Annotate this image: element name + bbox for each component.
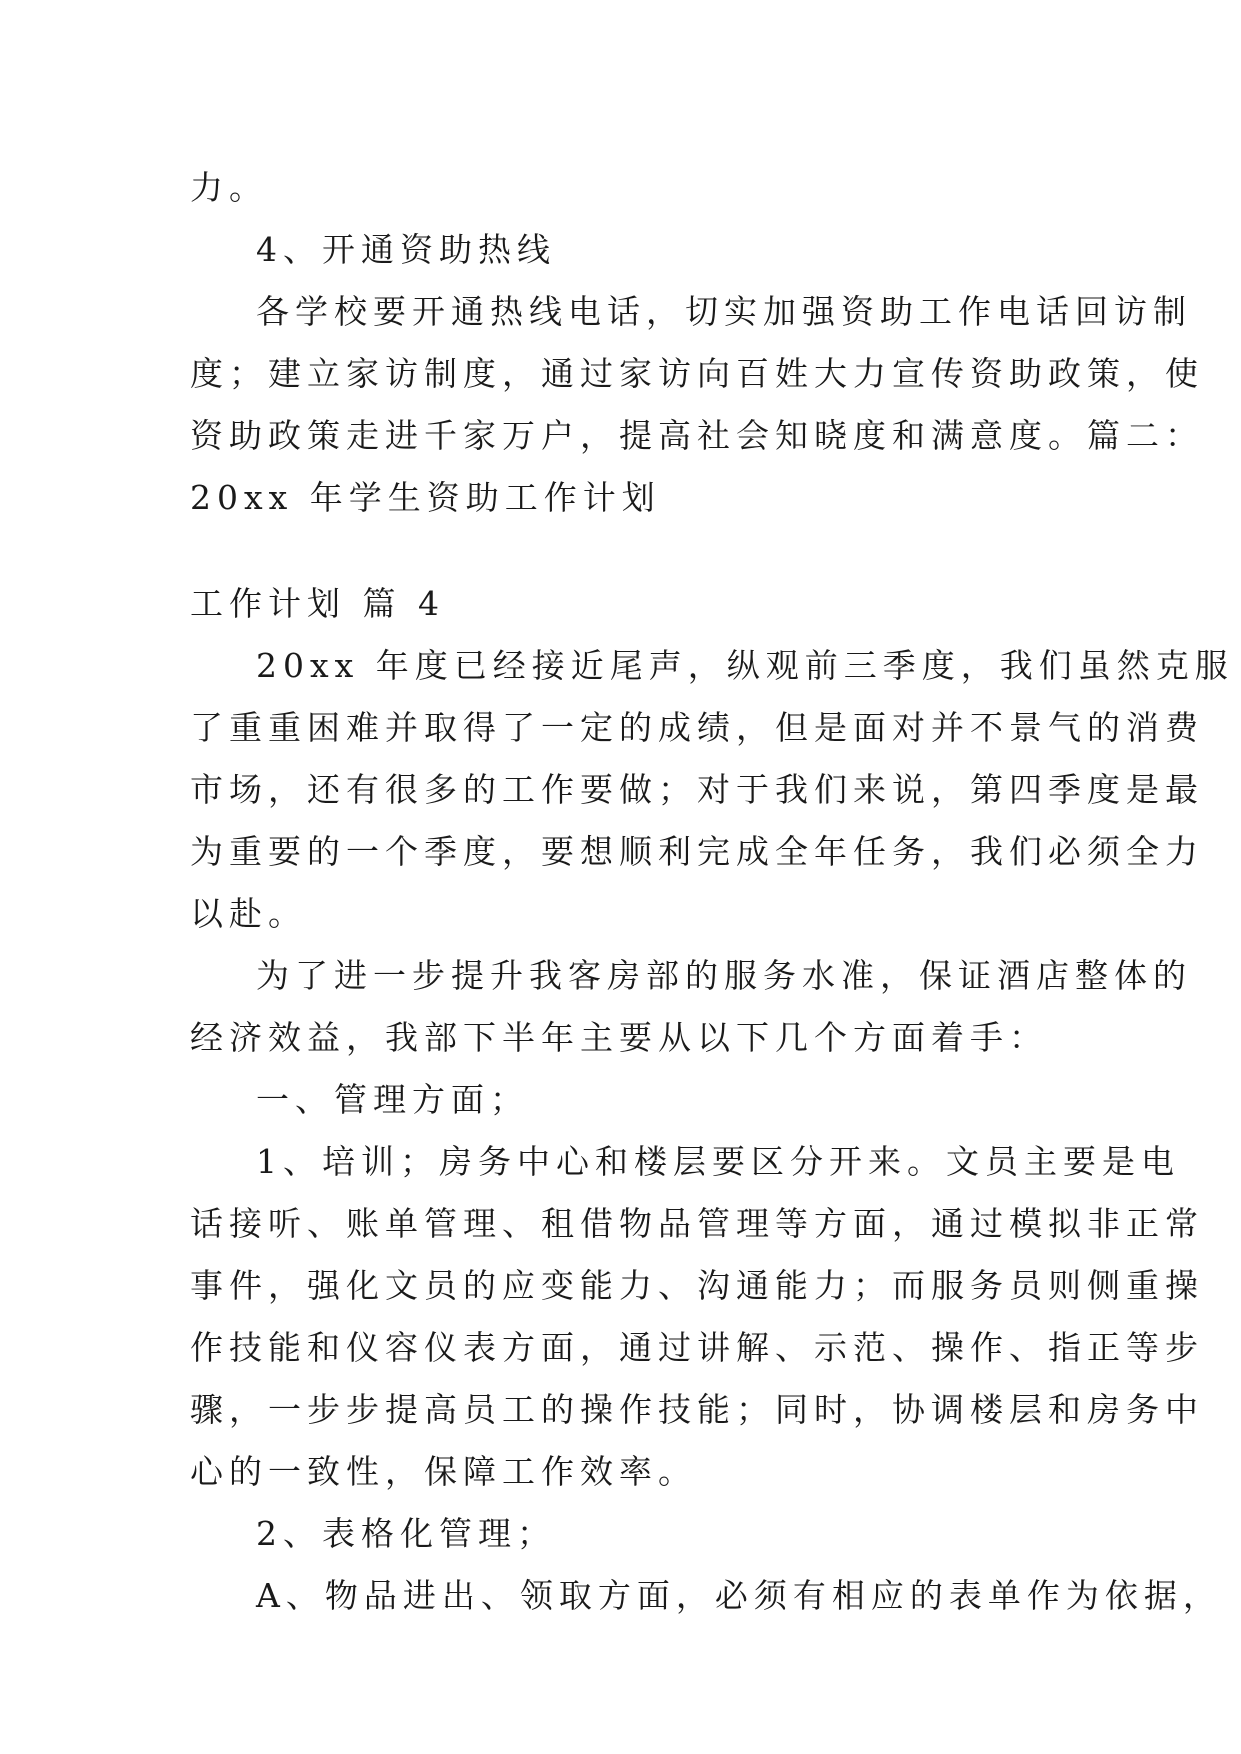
paragraph-line: 20xx 年度已经接近尾声，纵观前三季度，我们虽然克服 — [256, 646, 1234, 685]
paragraph-line: 各学校要开通热线电话，切实加强资助工作电话回访制 — [256, 292, 1192, 331]
paragraph-line: 市场，还有很多的工作要做；对于我们来说，第四季度是最 — [190, 770, 1204, 809]
paragraph-line: 骤，一步步提高员工的操作技能；同时，协调楼层和房务中 — [190, 1390, 1204, 1429]
paragraph-line: 话接听、账单管理、租借物品管理等方面，通过模拟非正常 — [190, 1204, 1204, 1243]
paragraph-line: A、物品进出、领取方面，必须有相应的表单作为依据， — [256, 1576, 1222, 1615]
paragraph-line: 作技能和仪容仪表方面，通过讲解、示范、操作、指正等步 — [190, 1328, 1204, 1367]
paragraph-line: 20xx 年学生资助工作计划 — [190, 478, 661, 517]
paragraph-line: 经济效益，我部下半年主要从以下几个方面着手： — [190, 1018, 1048, 1057]
paragraph-line: 以赴。 — [190, 894, 307, 933]
paragraph-line: 1、培训；房务中心和楼层要区分开来。文员主要是电 — [256, 1142, 1180, 1181]
section-heading: 工作计划 篇 4 — [190, 584, 445, 623]
paragraph-line: 资助政策走进千家万户，提高社会知晓度和满意度。篇二： — [190, 416, 1204, 455]
paragraph-line: 一、管理方面； — [256, 1080, 529, 1119]
paragraph-line: 了重重困难并取得了一定的成绩，但是面对并不景气的消费 — [190, 708, 1204, 747]
paragraph-line: 为了进一步提升我客房部的服务水准，保证酒店整体的 — [256, 956, 1192, 995]
paragraph-line: 事件，强化文员的应变能力、沟通能力；而服务员则侧重操 — [190, 1266, 1204, 1305]
paragraph-line: 4、开通资助热线 — [256, 230, 556, 269]
paragraph-line: 度；建立家访制度，通过家访向百姓大力宣传资助政策，使 — [190, 354, 1204, 393]
paragraph-line: 心的一致性，保障工作效率。 — [190, 1452, 697, 1491]
paragraph-line: 2、表格化管理； — [256, 1514, 556, 1553]
paragraph-line: 为重要的一个季度，要想顺利完成全年任务，我们必须全力 — [190, 832, 1204, 871]
paragraph-line: 力。 — [190, 168, 268, 207]
